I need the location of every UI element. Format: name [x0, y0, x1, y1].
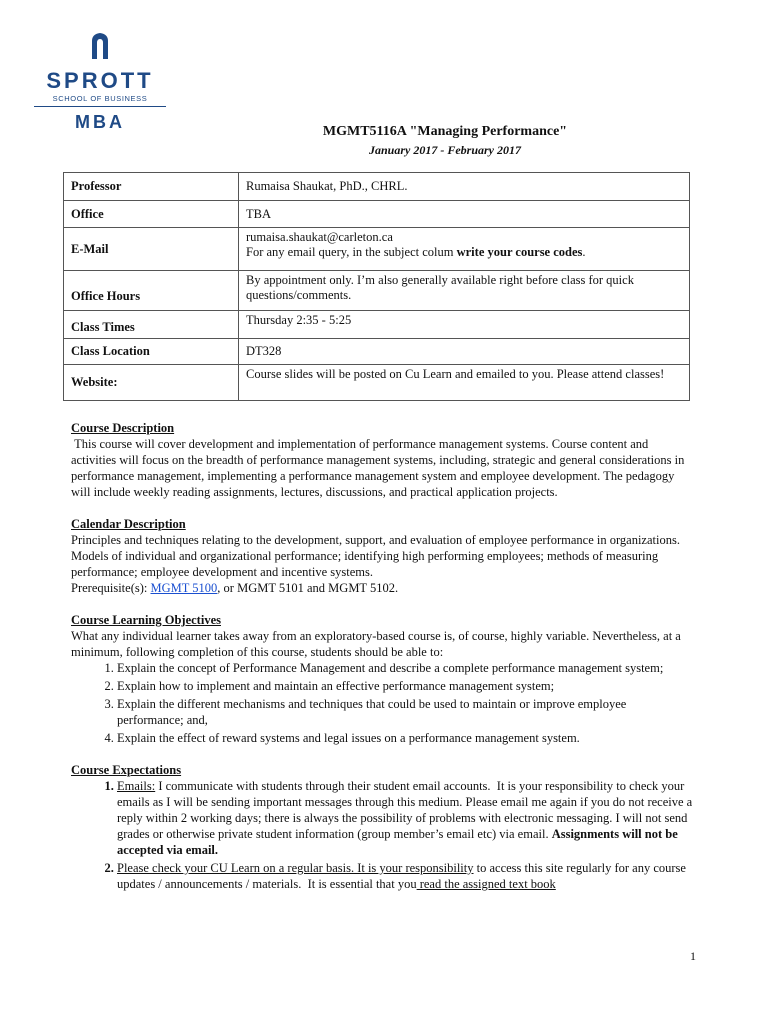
office-hours-label: Office Hours [64, 271, 239, 311]
calendar-description-text: Principles and techniques relating to the development, support, and evaluation of employee performance in organizations. Models of individual and organizational performance; identifying high performing employees; methods of measuring performance; employee development and incentive systems. [71, 533, 680, 579]
emails-label: Emails: [117, 779, 156, 793]
email-note-bold: write your course codes [456, 245, 583, 259]
email-value[interactable]: rumaisa.shaukat@carleton.ca [246, 230, 393, 244]
objectives-list [71, 660, 693, 746]
syllabus-body [71, 420, 696, 894]
table-row [64, 271, 690, 311]
list-item [117, 860, 693, 892]
class-times-label: Class Times [64, 311, 239, 339]
website-value: Course slides will be posted on Cu Learn and emailed to you. Please attend classes! [239, 365, 690, 401]
course-info-table [63, 172, 690, 401]
objectives-intro: What any individual learner takes away from an exploratory-based course is, of course, highly variable. Nevertheless, at a minimum, following completion of this course, students should be able to: [71, 629, 681, 659]
logo-program: MBA [75, 112, 125, 132]
expectations-heading: Course Expectations [71, 763, 182, 777]
list-item: 3. Explain the different mechanisms and techniques that could be used to maintain or improve employee performance; and, [117, 696, 693, 728]
table-row [64, 201, 690, 228]
list-item: 4. Explain the effect of reward systems and legal issues on a performance management system. [117, 730, 693, 746]
email-note-end: . [582, 245, 586, 259]
email-cell [239, 228, 690, 271]
professor-value: Rumaisa Shaukat, PhD., CHRL. [239, 173, 690, 201]
table-row [64, 311, 690, 339]
logo-school: SCHOOL OF BUSINESS [52, 94, 148, 103]
office-value: TBA [239, 201, 690, 228]
table-row [64, 339, 690, 365]
list-item: 2. Explain how to implement and maintain an effective performance management system; [117, 678, 693, 694]
class-location-label: Class Location [64, 339, 239, 365]
course-dates: January 2017 - February 2017 [368, 143, 521, 157]
logo-brand: SPROTT [46, 68, 154, 93]
table-row [64, 365, 690, 401]
prereq-rest: , or MGMT 5101 and MGMT 5102. [217, 581, 399, 595]
office-label: Office [64, 201, 239, 228]
email-label: E-Mail [64, 228, 239, 271]
course-description-heading: Course Description [71, 421, 175, 435]
class-times-value: Thursday 2:35 - 5:25 [239, 311, 690, 339]
professor-label: Professor [64, 173, 239, 201]
sprott-crest-icon [89, 32, 111, 60]
emails-text: I communicate with students through their student email accounts. It is your responsibility to check your emails as I will be sending important messages through this medium. Please email me again if you do not receive a reply within 2 working days; there is always the possibility of problems with electronic messaging. I will not send grades or otherwise private student information (group member’s email etc) via email. [117, 779, 696, 841]
email-note-text: For any email query, in the subject colum [246, 245, 457, 259]
calendar-description-heading: Calendar Description [71, 517, 186, 531]
cu-learn-underlined: Please check your CU Learn on a regular basis. It is your responsibility [117, 861, 474, 875]
expectations-list [71, 778, 696, 892]
prerequisites [71, 580, 693, 596]
objectives-heading: Course Learning Objectives [71, 613, 221, 627]
cu-learn-text: to access this site regularly for any course updates / announcements / materials. It is essential that you [117, 861, 690, 891]
logo-divider [34, 106, 166, 107]
list-item: 1. Explain the concept of Performance Management and describe a complete performance management system; [117, 660, 693, 676]
office-hours-value: By appointment only. I’m also generally available right before class for quick questions/comments. [239, 271, 690, 311]
page-number: 1 [690, 949, 696, 963]
email-note [246, 245, 682, 260]
textbook-underlined: read the assigned text book [416, 877, 556, 891]
table-row [64, 228, 690, 271]
class-location-value: DT328 [239, 339, 690, 365]
course-title: MGMT5116A "Managing Performance" [322, 124, 568, 139]
website-label: Website: [64, 365, 239, 401]
emails-bold: Assignments will not be accepted via email. [117, 827, 678, 857]
table-row [64, 173, 690, 201]
mgmt-5100-link[interactable]: MGMT 5100 [150, 581, 218, 595]
prereq-label: Prerequisite(s): [71, 581, 151, 595]
list-item [117, 778, 696, 858]
course-description-text: This course will cover development and implementation of performance management systems. Course content and activities will focus on the breadth of performance management systems, including, strategic and general considerations in performance management, implementing a performance management system and employee development. The pedagogy will include weekly reading assignments, lectures, discussions, and practical application projects. [71, 437, 688, 499]
